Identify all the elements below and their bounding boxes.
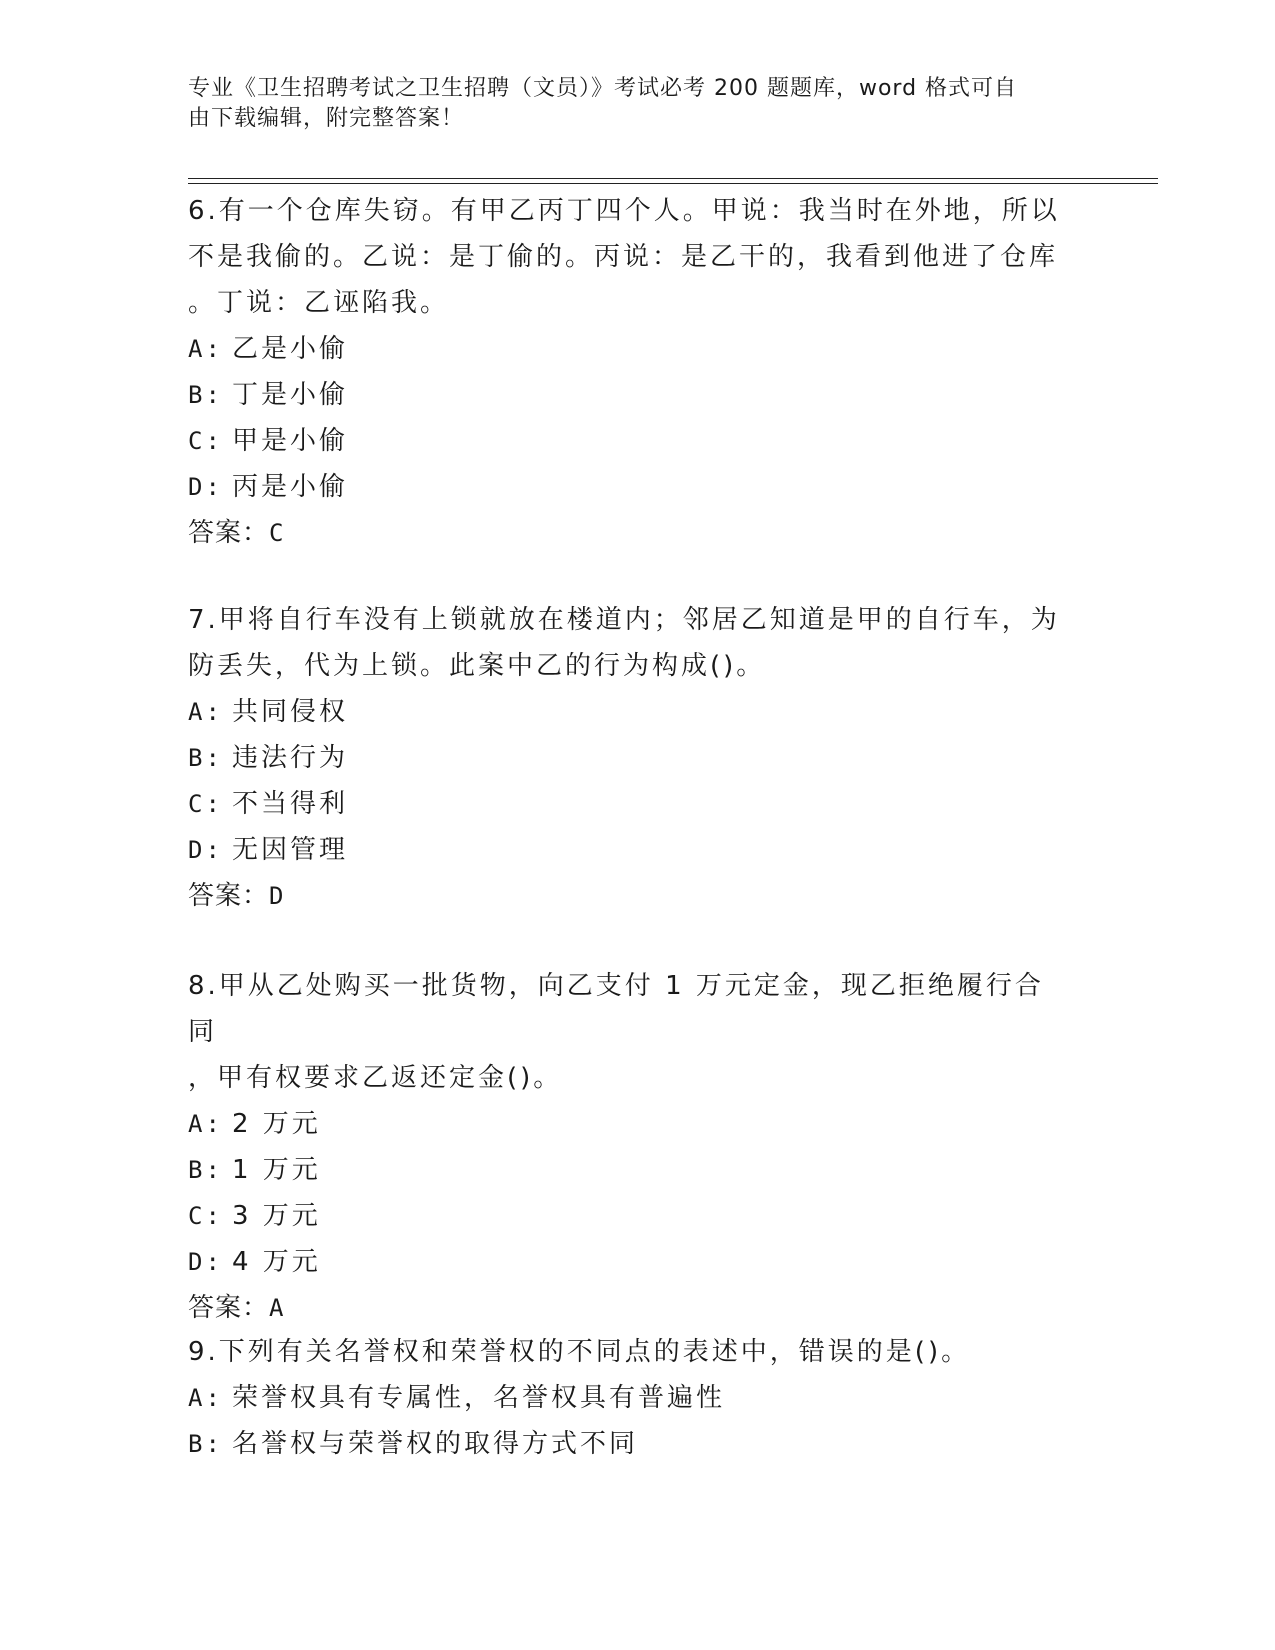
option-d [188, 464, 1088, 510]
document-intro [188, 74, 1068, 134]
option-text: 无因管理 [232, 835, 349, 865]
question-stem-line: 7.甲将自行车没有上锁就放在楼道内；邻居乙知道是甲的自行车，为 [188, 605, 1060, 635]
option-letter: B: [188, 1156, 223, 1184]
option-text: 2 万元 [232, 1109, 321, 1139]
option-text: 乙是小偷 [232, 334, 349, 364]
option-a [188, 689, 1088, 735]
question-stem [188, 597, 1068, 689]
answer-value: D [269, 882, 285, 910]
question-stem-line: 6.有一个仓库失窃。有甲乙丙丁四个人。甲说：我当时在外地，所以 [188, 196, 1060, 226]
option-letter: C: [188, 427, 223, 455]
option-letter: C: [188, 790, 223, 818]
option-letter: D: [188, 1248, 223, 1276]
option-c [188, 418, 1088, 464]
intro-line-1: 专业《卫生招聘考试之卫生招聘（文员）》考试必考 200 题题库，word 格式可自 [188, 76, 1018, 101]
question-7 [188, 597, 1088, 919]
question-stem [188, 1329, 1068, 1375]
answer-value: A [269, 1294, 285, 1322]
option-b [188, 1147, 1088, 1193]
option-text: 丙是小偷 [232, 472, 349, 502]
answer-line [188, 510, 1088, 556]
answer-label: 答案： [188, 1293, 270, 1323]
option-text: 丁是小偷 [232, 380, 349, 410]
question-stem [188, 963, 1068, 1101]
question-stem-line: ，甲有权要求乙返还定金()。 [188, 1063, 563, 1093]
question-6 [188, 188, 1088, 556]
intro-line-2: 由下载编辑，附完整答案！ [188, 106, 465, 131]
option-letter: C: [188, 1202, 223, 1230]
option-d [188, 1239, 1088, 1285]
option-text: 违法行为 [232, 743, 349, 773]
option-b [188, 372, 1088, 418]
option-letter: A: [188, 335, 223, 363]
option-letter: A: [188, 1384, 223, 1412]
option-c [188, 1193, 1088, 1239]
option-letter: B: [188, 381, 223, 409]
option-letter: A: [188, 1110, 223, 1138]
option-b [188, 1421, 1088, 1467]
answer-label: 答案： [188, 518, 270, 548]
question-9 [188, 1329, 1088, 1467]
option-letter: D: [188, 473, 223, 501]
answer-label: 答案： [188, 881, 270, 911]
option-text: 荣誉权具有专属性，名誉权具有普遍性 [232, 1383, 726, 1413]
option-letter: B: [188, 1430, 223, 1458]
option-text: 1 万元 [232, 1155, 321, 1185]
question-stem-line: 8.甲从乙处购买一批货物，向乙支付 1 万元定金，现乙拒绝履行合同 [188, 971, 1044, 1047]
option-letter: B: [188, 744, 223, 772]
question-8 [188, 963, 1088, 1331]
option-b [188, 735, 1088, 781]
option-letter: D: [188, 836, 223, 864]
option-text: 共同侵权 [232, 697, 349, 727]
question-stem-line: 防丢失，代为上锁。此案中乙的行为构成()。 [188, 651, 766, 681]
question-stem-line: 。丁说：乙诬陷我。 [188, 288, 450, 318]
option-d [188, 827, 1088, 873]
option-text: 甲是小偷 [232, 426, 349, 456]
option-c [188, 781, 1088, 827]
question-stem-line: 不是我偷的。乙说：是丁偷的。丙说：是乙干的，我看到他进了仓库 [188, 242, 1059, 272]
answer-value: C [269, 519, 285, 547]
header-divider-bottom [188, 183, 1158, 184]
header-divider-top [188, 178, 1158, 179]
option-text: 名誉权与荣誉权的取得方式不同 [232, 1429, 639, 1459]
option-letter: A: [188, 698, 223, 726]
option-a [188, 1101, 1088, 1147]
option-text: 不当得利 [232, 789, 349, 819]
option-a [188, 326, 1088, 372]
option-a [188, 1375, 1088, 1421]
question-stem [188, 188, 1068, 326]
answer-line [188, 873, 1088, 919]
answer-line [188, 1285, 1088, 1331]
option-text: 3 万元 [232, 1201, 321, 1231]
option-text: 4 万元 [232, 1247, 321, 1277]
question-stem-line: 9.下列有关名誉权和荣誉权的不同点的表述中，错误的是()。 [188, 1337, 971, 1367]
